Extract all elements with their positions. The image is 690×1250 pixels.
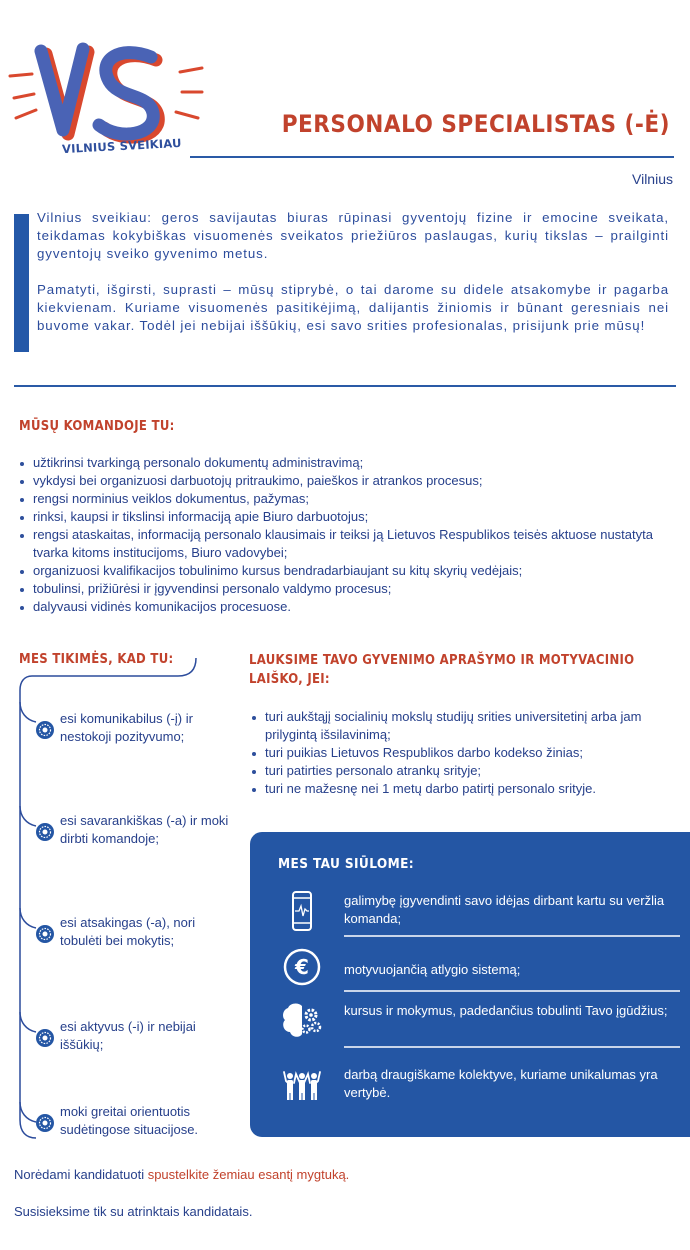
sun-badge-icon <box>35 1028 55 1048</box>
svg-text:€: € <box>295 955 309 979</box>
sun-badge-icon <box>35 924 55 944</box>
expectation-text: esi komunikabilus (-į) ir nestokoji pozityvumo; <box>60 711 193 744</box>
duty-item: organizuosi kvalifikacijos tobulinimo kursus bendradarbiaujant su kitų skyrių vedėjais; <box>18 562 683 580</box>
duty-item: tobulinsi, prižiūrėsi ir įgyvendinsi personalo valdymo procesus; <box>18 580 683 598</box>
team-icon <box>280 1062 324 1106</box>
duty-item: dalyvausi vidinės komunikacijos procesuose. <box>18 598 683 616</box>
offer-text: galimybę įgyvendinti savo idėjas dirbant kartu su veržlia komanda; <box>344 893 665 926</box>
section-divider <box>14 385 676 387</box>
requirements-list <box>249 708 675 798</box>
expectation-text: moki greitai orientuotis sudėtingose situacijose. <box>60 1104 199 1137</box>
duty-item: vykdysi bei organizuosi darbuotojų pritraukimo, paieškos ir atrankos procesus; <box>18 472 683 490</box>
sun-badge-icon <box>35 1113 55 1133</box>
offer-text: kursus ir mokymus, padedančius tobulinti Tavo įgūdžius; <box>344 1003 668 1018</box>
requirements-heading <box>249 651 634 689</box>
apply-prefix: Norėdami kandidatuoti <box>14 1167 148 1182</box>
brain-gears-icon <box>280 998 324 1042</box>
expectations-heading: MES TIKIMĖS, KAD TU: <box>19 652 174 667</box>
euro-icon <box>280 947 324 991</box>
sun-badge-icon <box>35 822 55 842</box>
intro-text <box>37 209 669 335</box>
apply-link[interactable]: spustelkite žemiau esantį mygtuką. <box>147 1167 350 1182</box>
requirement-item: turi ne mažesnę nei 1 metų darbo patirtį personalo srityje. <box>249 780 675 798</box>
job-title: PERSONALO SPECIALISTAS (-Ė) <box>281 110 670 138</box>
offer-item <box>276 947 680 992</box>
requirement-item: turi patirties personalo atrankų srityje; <box>249 762 675 780</box>
offer-divider <box>344 1046 680 1048</box>
sun-badge-icon <box>35 720 55 740</box>
offer-panel <box>250 832 690 1137</box>
logo-caption: VILNIUS SVEIKIAU <box>61 135 182 157</box>
requirements-heading-line: LAUKSIME TAVO GYVENIMO APRAŠYMO IR MOTYVACINIO <box>249 653 635 668</box>
requirement-item: turi aukštąjį socialinių mokslų studijų srities universitetinį arba jam prilygintą išsilavinimą; <box>249 708 675 744</box>
duty-item: rengsi norminius veiklos dokumentus, pažymas; <box>18 490 683 508</box>
duty-item: rengsi ataskaitas, informaciją personalo klausimais ir teiksi ją Lietuvos Respublikos teisės aktuose nustatyta tvarka kitoms institucijoms, Biuro vadovybei; <box>18 526 683 562</box>
phone-pulse-icon <box>280 890 324 934</box>
intro-accent-bar <box>14 214 29 352</box>
offer-item <box>276 890 680 940</box>
intro-paragraph: Pamatyti, išgirsti, suprasti – mūsų stiprybė, o tai darome su didele atsakomybe ir pagarba kiekvienam. Kuriame visuomenės pasitikėjimą, dalijantis žiniomis ir būnant geresniais nei buvome vakar. Todėl jei nebijai iššūkių, esi savo srities profesionalas, prisijunk prie mūsų! <box>37 282 669 333</box>
expectation-text: esi savarankiškas (-a) ir moki dirbti komandoje; <box>60 813 229 846</box>
duty-item: užtikrinsi tvarkingą personalo dokumentų administravimą; <box>18 454 683 472</box>
offer-item <box>276 998 680 1048</box>
job-location: Vilnius <box>632 171 673 187</box>
offer-divider <box>344 990 680 992</box>
offer-text: darbą draugiškame kolektyve, kuriame unikalumas yra vertybė. <box>344 1067 658 1100</box>
offer-divider <box>344 935 680 937</box>
duties-list <box>18 454 683 616</box>
expectation-text: esi aktyvus (-i) ir nebijai iššūkių; <box>60 1019 196 1052</box>
expectation-text: esi atsakingas (-a), nori tobulėti bei mokytis; <box>60 915 196 948</box>
requirement-item: turi puikias Lietuvos Respublikos darbo kodekso žinias; <box>249 744 675 762</box>
offer-item <box>276 1062 680 1112</box>
offer-text: motyvuojančią atlygio sistemą; <box>344 962 521 977</box>
offer-heading: MES TAU SIŪLOME: <box>278 856 415 872</box>
duty-item: rinksi, kaupsi ir tikslinsi informaciją apie Biuro darbuotojus; <box>18 508 683 526</box>
apply-instruction <box>14 1167 349 1182</box>
duties-heading: MŪSŲ KOMANDOJE TU: <box>19 419 175 434</box>
contact-note: Susisieksime tik su atrinktais kandidatais. <box>14 1204 253 1219</box>
intro-paragraph: Vilnius sveikiau: geros savijautas biuras rūpinasi gyventojų fizine ir emocine sveikata, teikdamas kokybiškas visuomenės sveikatos priežiūros paslaugas, kurių tikslas – prailginti gyventojų sveiko gyvenimo metus. <box>37 210 669 261</box>
title-divider <box>190 156 674 158</box>
requirements-heading-line: LAIŠKO, JEI: <box>249 672 330 687</box>
